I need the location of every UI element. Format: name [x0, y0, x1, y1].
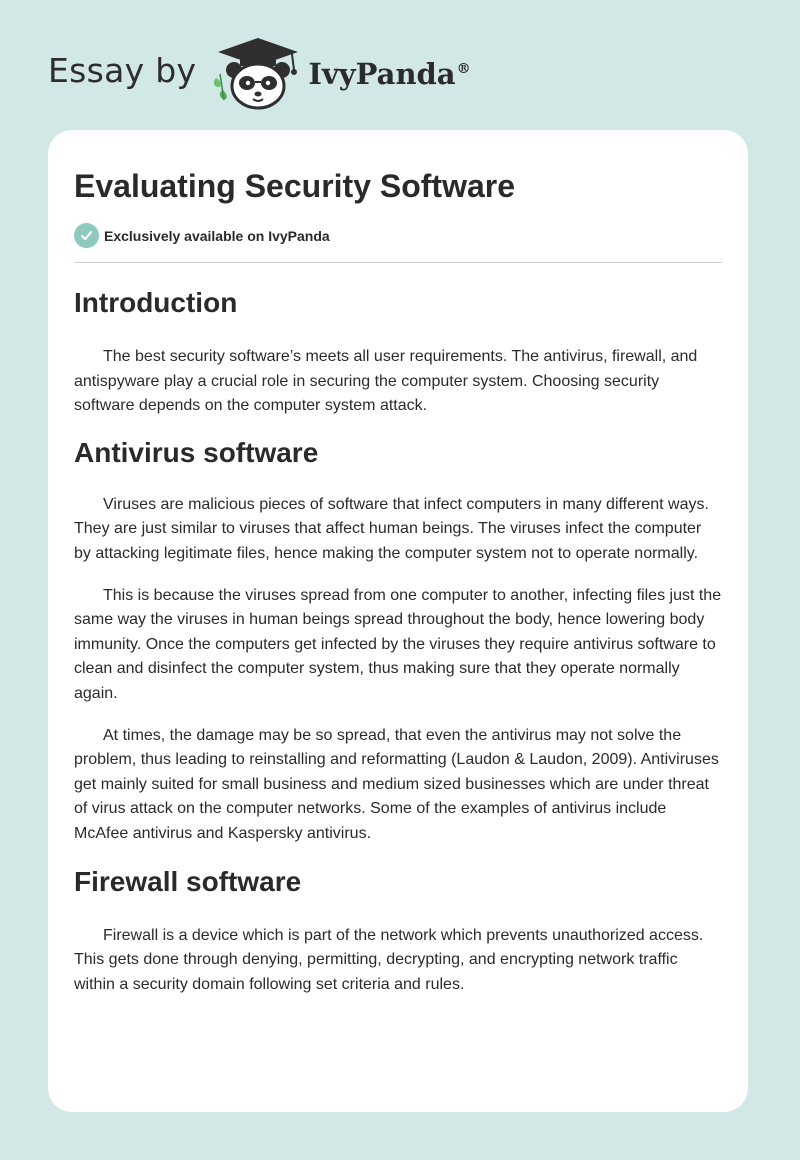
panda-graduate-icon[interactable]	[210, 34, 306, 110]
exclusive-badge	[74, 223, 722, 248]
paragraph: This is because the viruses spread from one computer to another, infecting files just the same way the viruses in human beings spread throughout the body, hence lowering body immunity. Once the computers get infected by the viruses they require antivirus software to clean and disinfect the computer system, thus making sure that they operate normally again.	[74, 586, 722, 702]
paragraph: Firewall is a device which is part of the network which prevents unauthorized access. This gets done through denying, permitting, decrypting, and encrypting network traffic within a security domain following set criteria and rules.	[74, 926, 704, 993]
paragraph: At times, the damage may be so spread, that even the antivirus may not solve the problem, thus leading to reinstalling and reformatting (Laudon & Laudon, 2009). Antiviruses get mainly suited for small business and medium sized businesses which are under threat of virus attack on the computer networks. Some of the examples of antivirus include McAfee antivirus and Kaspersky antivirus.	[74, 726, 719, 842]
page-title: Evaluating Security Software	[74, 168, 516, 204]
brand-name[interactable]: IvyPanda®	[308, 57, 471, 91]
section-heading-firewall: Firewall software	[74, 865, 302, 897]
section-heading-antivirus: Antivirus software	[74, 436, 319, 468]
paragraph: The best security software’s meets all user requirements. The antivirus, firewall, and antispyware play a crucial role in securing the computer system. Choosing security software depends on the computer system attack.	[74, 348, 698, 415]
essay-by-label: Essay by	[48, 50, 197, 90]
registered-mark: ®	[456, 61, 471, 78]
site-header	[48, 34, 471, 110]
divider	[74, 262, 722, 263]
essay-card	[48, 130, 748, 1112]
check-icon	[74, 223, 99, 248]
section-heading-introduction: Introduction	[74, 287, 238, 318]
paragraph: Viruses are malicious pieces of software that infect computers in many different ways. They are just similar to viruses that affect human beings. The viruses infect the computer by attacking legitimate files, hence making the computer system not to operate normally.	[74, 495, 709, 562]
exclusive-badge-label: Exclusively available on IvyPanda	[104, 227, 330, 244]
